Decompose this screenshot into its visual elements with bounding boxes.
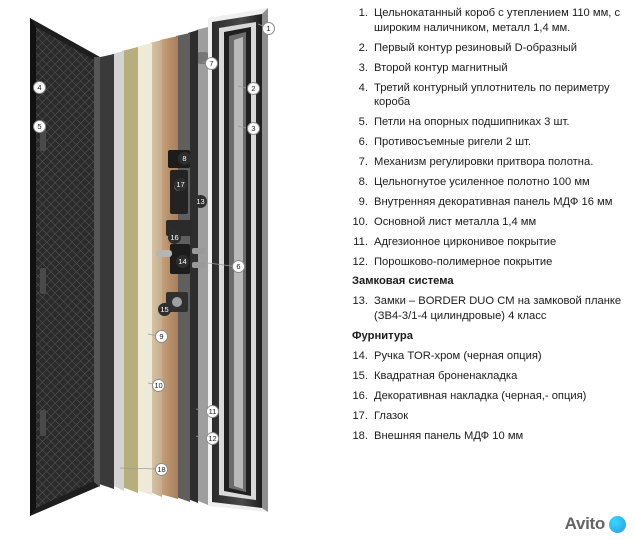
list-item-text: Цельногнутое усиленное полотно 100 мм — [374, 176, 590, 189]
list-item — [352, 215, 630, 230]
callout-7: 7 — [205, 57, 218, 70]
list-item-text: Замки – BORDER DUO CM на замковой планке (ЗВ4-3/1-4 цилиндровые) 4 класс — [374, 295, 622, 323]
list-item-text: Порошково-полимерное покрытие — [374, 255, 553, 268]
list-item-number: 1. — [358, 7, 368, 19]
avito-dot-icon — [609, 516, 626, 533]
list-item-text: Квадратная броненакладка — [374, 369, 518, 382]
section-heading-lock-system: Замковая система — [352, 275, 454, 288]
list-item-number: 5. — [358, 116, 368, 129]
list-item-text: Внешняя панель МДФ 10 мм — [374, 429, 524, 442]
list-item — [352, 235, 630, 250]
list-item-number: 4. — [358, 81, 368, 94]
list-item-text: Ручка TOR-хром (черная опция) — [374, 350, 542, 363]
callout-13: 13 — [194, 195, 207, 208]
list-item-text: Основной лист металла 1,4 мм — [374, 215, 537, 228]
list-item-number: 10. — [352, 215, 368, 228]
callout-5: 5 — [33, 120, 46, 133]
list-item-number: 9. — [358, 195, 368, 208]
callout-17: 17 — [174, 178, 187, 191]
list-item — [352, 195, 630, 210]
callout-8: 8 — [178, 152, 191, 165]
list-item-number: 7. — [358, 156, 368, 169]
list-item-number: 12. — [352, 255, 368, 268]
callout-9: 9 — [155, 330, 168, 343]
list-item — [352, 115, 630, 130]
callout-16: 16 — [168, 231, 181, 244]
list-item-text: Третий контурный уплотнитель по периметру короба — [374, 81, 610, 109]
callout-15: 15 — [158, 303, 171, 316]
list-item-number: 2. — [358, 41, 368, 54]
list-item-text: Декоративная накладка (черная,- опция) — [374, 389, 587, 402]
list-item — [352, 135, 630, 150]
list-item — [352, 429, 630, 444]
list-item-text: Петли на опорных подшипниках 3 шт. — [374, 116, 570, 129]
list-item-text: Цельнокатанный короб с утеплением 110 мм, с широким наличником, металл 1,4 мм. — [374, 7, 621, 34]
avito-wordmark: Avito — [564, 514, 605, 533]
callout-3: 3 — [247, 122, 260, 135]
list-item — [352, 255, 630, 270]
list-item-number: 18. — [352, 429, 368, 442]
list-item-number: 8. — [358, 176, 368, 189]
list-item-number: 16. — [352, 389, 368, 402]
list-item — [352, 389, 630, 404]
list-item — [352, 175, 630, 190]
list-item-text: Первый контур резиновый D-образный — [374, 41, 577, 54]
list-item-number: 3. — [358, 61, 368, 74]
callout-14: 14 — [176, 255, 189, 268]
list-item — [352, 61, 630, 76]
list-item — [352, 155, 630, 170]
list-item-text: Механизм регулировки притвора полотна. — [374, 156, 594, 169]
callout-18: 18 — [155, 463, 168, 476]
list-item — [352, 369, 630, 384]
list-item-number: 15. — [352, 369, 368, 382]
legend-panel — [352, 6, 630, 534]
callout-2: 2 — [247, 82, 260, 95]
list-item-text: Второй контур магнитный — [374, 61, 508, 74]
list-item-number: 11. — [353, 235, 368, 248]
callout-6: 6 — [232, 260, 245, 273]
section-heading-hardware: Фурнитура — [352, 330, 413, 343]
callout-12: 12 — [206, 432, 219, 445]
callout-11: 11 — [206, 405, 219, 418]
callout-4: 4 — [33, 81, 46, 94]
list-item — [352, 41, 630, 56]
list-item-number: 14. — [352, 350, 368, 363]
list-item-text: Внутренняя декоративная панель МДФ 16 мм — [374, 195, 613, 208]
list-item — [352, 6, 630, 36]
list-item — [352, 294, 630, 324]
list-item-text: Глазок — [374, 409, 409, 422]
list-item-number: 6. — [358, 136, 368, 149]
list-item-text: Противосъемные ригели 2 шт. — [374, 136, 532, 149]
list-item-number: 13. — [352, 295, 368, 308]
callout-10: 10 — [152, 379, 165, 392]
avito-watermark — [565, 514, 626, 534]
callout-1: 1 — [262, 22, 275, 35]
list-item-number: 17. — [352, 409, 368, 422]
list-item — [352, 349, 630, 364]
list-item — [352, 409, 630, 424]
list-item — [352, 81, 630, 111]
list-item-text: Адгезионное цирконивое покрытие — [374, 235, 557, 248]
